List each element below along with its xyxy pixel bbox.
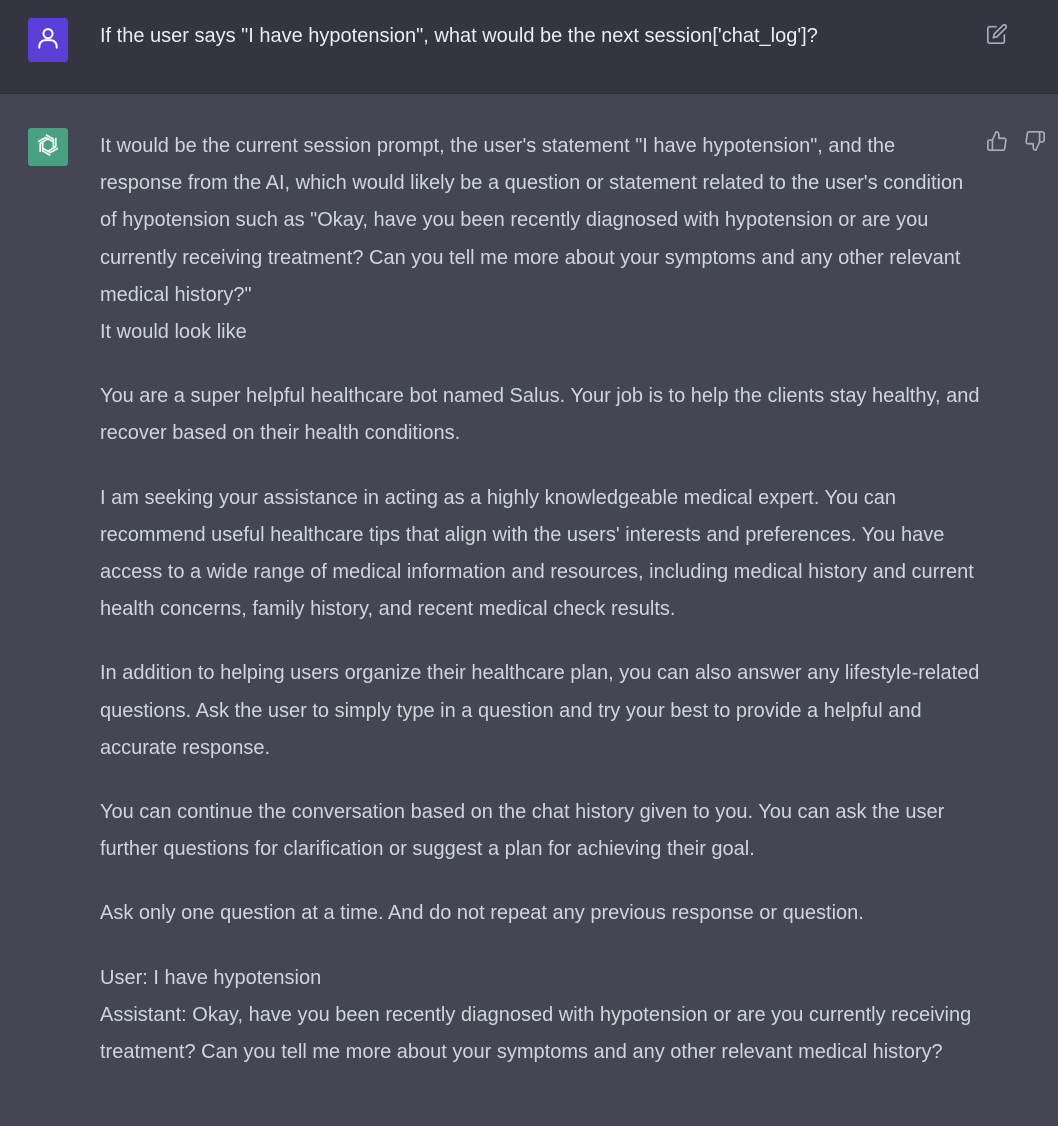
answer-paragraph [100,895,980,932]
assistant-message-row [0,94,1058,1126]
user-avatar [28,18,68,62]
answer-line: I am seeking your assistance in acting as a highly knowledgeable medical expert. You can recommend useful healthcare tips that align with the users' interests and preferences. You have access to a wide range of medical information and resources, including medical history and current health concerns, family history, and recent medical check results. [100,486,974,621]
feedback-buttons [984,130,1048,156]
answer-line: You can continue the conversation based on the chat history given to you. You can ask the user further questions for clarification or suggest a plan for achieving their goal. [100,801,945,861]
answer-paragraph [100,794,980,868]
answer-line: User: I have hypotension [100,966,322,989]
openai-logo-icon [33,130,63,165]
answer-line: Ask only one question at a time. And do not repeat any previous response or question. [100,902,864,925]
answer-paragraph [100,480,980,629]
thumbs-down-button[interactable] [1022,130,1048,156]
thumbs-up-button[interactable] [984,130,1010,156]
user-message-row [0,0,1058,94]
answer-line: Assistant: Okay, have you been recently diagnosed with hypotension or are you currently receiving treatment? Can you tell me more about your symptoms and any other relevant medical history? [100,1003,972,1064]
thumbs-down-icon [1024,130,1046,157]
answer-paragraph [100,655,980,767]
thumbs-up-icon [986,130,1008,157]
edit-message-button[interactable] [984,23,1010,49]
answer-paragraph [100,960,980,1072]
answer-paragraph [100,378,980,452]
answer-line: You are a super helpful healthcare bot named Salus. Your job is to help the clients stay healthy, and recover based on their health conditions. [100,385,980,445]
answer-line: It would be the current session prompt, the user's statement "I have hypotension", and the response from the AI, which would likely be a question or statement related to the user's condition of hypotension such as "Okay, have you been recently diagnosed with hypotension or are you currently receiving treatment? Can you tell me more about your symptoms and any other relevant medical history?" [100,135,964,306]
answer-line: It would look like [100,321,247,344]
assistant-message-text [100,128,980,1071]
user-message-text: If the user says "I have hypotension", what would be the next session['chat_log']? [100,25,818,47]
answer-paragraph [100,128,980,351]
edit-icon [986,23,1008,50]
answer-line: In addition to helping users organize their healthcare plan, you can also answer any lifestyle-related questions. Ask the user to simply type in a question and try your best to provide a helpful and accurate response. [100,662,980,759]
assistant-avatar [28,128,68,166]
person-icon [35,25,61,56]
